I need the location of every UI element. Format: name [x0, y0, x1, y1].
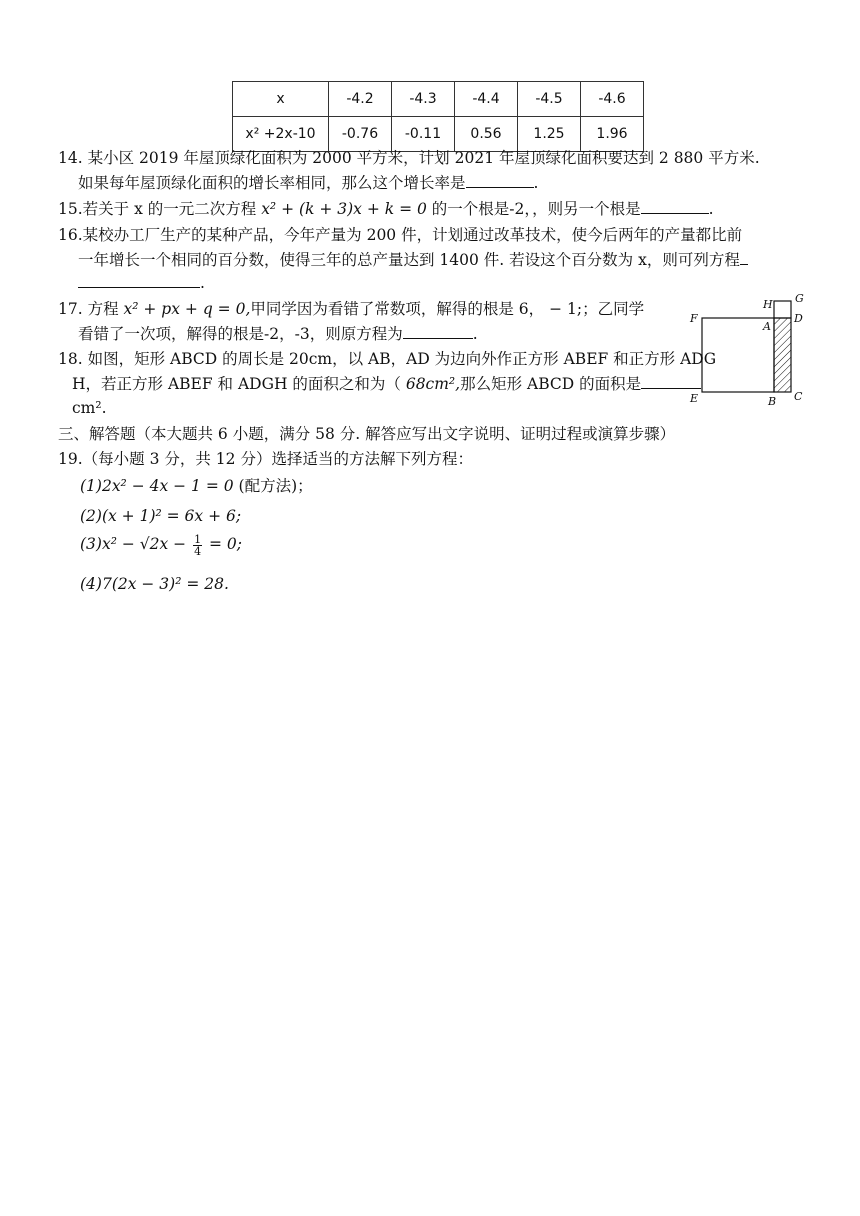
q19-note-1: (配方法)； [233, 477, 313, 495]
q17-text-mid: 甲同学因为看错了常数项，解得的根是 6， − 1;；乙同学 [250, 300, 645, 318]
q16-end: . [200, 274, 205, 292]
table-cell: 1.96 [581, 117, 644, 152]
q19-equation-3-post: = 0; [204, 535, 243, 553]
q17-text: 17. 方程 [58, 300, 124, 318]
q17-end: . [472, 325, 478, 343]
q15-text: 15.若关于 x 的一元二次方程 [58, 200, 262, 218]
label-C: C [794, 390, 803, 403]
q19-part2 [80, 505, 241, 527]
table-row-label: x² +2x-10 [233, 117, 329, 152]
answer-blank[interactable] [78, 273, 200, 288]
label-G: G [795, 292, 804, 305]
q14-line1: 14. 某小区 2019 年屋顶绿化面积为 2000 平方米，计划 2021 年屋顶绿化面积要达到 2 880 平方米. [58, 149, 760, 167]
table-cell: -4.2 [329, 82, 392, 117]
q19-header: 19.（每小题 3 分，共 12 分）选择适当的方法解下列方程： [58, 450, 473, 468]
q19-equation-2: (2)(x + 1)² = 6x + 6; [80, 507, 242, 525]
q17-equation: x² + px + q = 0, [123, 300, 251, 318]
value-table [232, 81, 644, 152]
section-heading: 三、解答题（本大题共 6 小题，满分 58 分. 解答应写出文字说明、证明过程或演算步骤） [58, 425, 676, 443]
table-cell: 0.56 [455, 117, 518, 152]
answer-blank-start [740, 250, 748, 265]
table-row [233, 82, 644, 117]
table-cell: -0.11 [392, 117, 455, 152]
label-A: A [763, 320, 771, 333]
label-E: E [690, 392, 699, 405]
fraction-denominator: 4 [194, 544, 202, 558]
q16-text: 一年增长一个相同的百分数，使得三年的总产量达到 1400 件. 若设这个百分数为 x，则可列方程 [78, 251, 740, 269]
answer-blank[interactable] [403, 324, 473, 339]
rectangle-abcd [774, 318, 791, 392]
q19-part3 [80, 533, 242, 557]
table-cell: -4.3 [392, 82, 455, 117]
fraction-numerator: 1 [194, 532, 202, 546]
q16-line3 [78, 272, 205, 294]
q17-line2 [78, 323, 478, 345]
square-adgh [774, 301, 791, 318]
q18-text-post: 那么矩形 ABCD 的面积是 [460, 375, 642, 393]
q19-part4 [80, 573, 229, 595]
q14-line2 [78, 172, 538, 194]
label-D: D [794, 312, 803, 325]
q15-line [58, 198, 714, 220]
q19-equation-1: (1)2x² − 4x − 1 = 0 [80, 477, 234, 495]
table-cell: -0.76 [329, 117, 392, 152]
q14-end: . [533, 174, 539, 192]
answer-blank[interactable] [466, 173, 534, 188]
q15-end: . [708, 200, 714, 218]
q19-equation-3-pre: (3)x² − √2x − [80, 535, 192, 553]
q19-part1 [80, 475, 313, 497]
answer-blank[interactable] [641, 199, 709, 214]
q15-text-post: 的一个根是-2，，则另一个根是 [426, 200, 641, 218]
q18-area: 68cm², [405, 375, 461, 393]
q18-text: H，若正方形 ABEF 和 ADGH 的面积之和为（ [72, 375, 406, 393]
table-cell: -4.5 [518, 82, 581, 117]
fraction [193, 534, 202, 557]
q18-line2 [72, 373, 701, 395]
label-B: B [768, 395, 777, 408]
q14-text: 如果每年屋顶绿化面积的增长率相同，那么这个增长率是 [78, 174, 466, 192]
table-row-label: x [233, 82, 329, 117]
q16-line2 [78, 249, 748, 271]
label-F: F [690, 312, 698, 325]
q15-equation: x² + (k + 3)x + k = 0 [261, 200, 427, 218]
q17-text2: 看错了一次项，解得的根是-2，-3，则原方程为 [78, 325, 403, 343]
q16-line1: 16.某校办工厂生产的某种产品，今年产量为 200 件，计划通过改革技术，使今后两年的产量都比前 [58, 226, 743, 244]
q18-line3: cm². [72, 399, 107, 417]
label-H: H [763, 298, 773, 311]
q18-line1: 18. 如图，矩形 ABCD 的周长是 20cm，以 AB，AD 为边向外作正方形 ABEF 和正方形 ADG [58, 350, 717, 368]
q17-line1 [58, 298, 644, 320]
table-cell: -4.4 [455, 82, 518, 117]
table-cell: 1.25 [518, 117, 581, 152]
table-cell: -4.6 [581, 82, 644, 117]
rectangle-squares-figure [686, 292, 808, 408]
q19-equation-4: (4)7(2x − 3)² = 28. [80, 575, 229, 593]
